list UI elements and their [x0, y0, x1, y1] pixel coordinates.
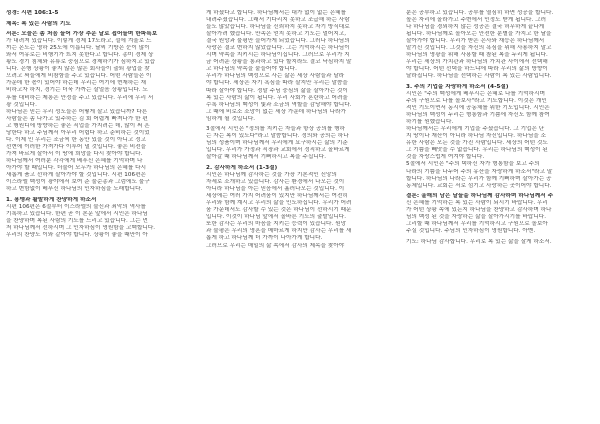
text-line: 5절에서 시인은 "주의 택하신 자가 형통함을 보고 주의 [406, 161, 540, 168]
text-line: 금 어려운 상황을 통과하고 있다 할지라도 결코 낙심하지 말 [206, 59, 352, 66]
text-line: 하고 변함없이 베푸신 하나님의 인자하심을 노래합니다. [6, 186, 143, 193]
text-line: 하나님의 영광을 위해 사용할 때 참된 복을 누리게 됩니다. [406, 52, 548, 59]
text-line: 나라의 기쁨을 나누어 주의 유산을 자랑하게 하소서"라고 말 [406, 168, 553, 175]
text-line: 살아가야 합니다. 우리가 받은 은사와 재능은 하나님께서 [406, 38, 545, 45]
text-line: 맡기신 것입니다. 그것을 자신의 욕심을 위해 사용하지 말고 [406, 45, 552, 52]
text-line: 주실 것입니다. 주님의 인자하심이 영원합니다. 아멘. [406, 228, 536, 235]
text-line: 하나님의 백성이 누리는 형통함과 기쁨에 자신도 함께 참여 [406, 112, 550, 119]
text-line: 광 것입니다. [6, 101, 37, 108]
text-line: 하기를 원했습니다. [406, 119, 454, 126]
text-line: 사람들은 좀 나가고 있주하는 김 회 어렵게 빠져나가 한 편 [6, 115, 148, 122]
text-line: 가 어떤 상황 속에 있든지 하나님을 찬양하고 감사하며 하나 [406, 207, 552, 214]
text-line: 고 하나님의 약속을 붙들어야 합니다. [206, 66, 297, 73]
text-line: 기도: 하나님 감사합니다. 우리로 복 있는 삶을 살게 하소서. [406, 238, 552, 245]
text-line: 합니다. 하나님의 나라는 우리가 함께 기뻐하며 살아가는 공 [406, 175, 552, 182]
text-line: 그리할 때 하나님께서 우리를 기억하시고 구원으로 돌보아 [406, 221, 548, 228]
text-line: 성경: 시편 106:1-5 [6, 10, 59, 16]
text-line: 끼는 온도는 영하 25도에 이릅니다. 날씨 기방은 눈이 많이 [6, 45, 150, 52]
text-line: 새롭게 품고 선하게 살아가야 할 것입니다. 시편 106편은 [6, 172, 146, 179]
text-line: 게 하셨다고 합니다. 하나님께서는 대가 없이 없는 은혜를 [206, 10, 347, 16]
text-line: 2. 감사하게 하소서 (1-3절) [206, 164, 278, 171]
text-line: 후를 대비하는 제롱은 안정을 주고 있습니다. 우리에 우리 서 [6, 94, 154, 101]
text-column-1 [6, 10, 192, 420]
text-line: 임하게 될 것입니다. [206, 115, 256, 122]
text-line: 움 가운데서도 감사할 수 있는 것은 하나님이 선하시기 때문 [206, 207, 352, 214]
text-line: 수록 하나님의 백성이 빛과 소금의 역할을 감당해야 합니다. [206, 101, 352, 108]
text-line: 우리가 하나님의 백성으로 사는 삶은 세상 사람들과 달라 [206, 73, 345, 80]
text-line: 저 하나님께서 선하시며 그 인자하심이 영원함을 고백합니다. [6, 224, 156, 231]
text-line: 하나님께서 여러분 각각에게 베푸신 은혜를 기억하며 나 [6, 157, 143, 164]
text-line: 가운데 한 몫이 있어야 하는데 우리는 여기에 현재하는 재 [6, 80, 147, 87]
text-line: 니다. 은행 상황이 좋지 않은 많은 회사들이 출퇴 광업을 찾 [6, 66, 150, 73]
text-line: 기록하고 있습니다. 한편 곧 이 본문 앞에서 시인은 하나님 [6, 210, 148, 217]
text-line: 신 은혜를 기억하는 복 있는 사람이 되시기 바랍니다. 우리 [406, 200, 548, 207]
text-line: 유한 사람은 모든 것을 가진 사람입니다. 세상의 어떤 것도 [406, 140, 548, 147]
text-line: 지 땅이나 재산이 아니라 하나님 자신입니다. 하나님을 소 [406, 133, 547, 140]
text-line: 것을 자랑스럽게 여겨야 합니다. [406, 154, 485, 161]
text-line: 하나님께서는 우리에게 기업을 주셨습니다. 그 기업은 단 [406, 126, 545, 133]
text-line: 살아가려 했습니다. 만족은 얻지 못하고 기도는 멀어지고, [206, 31, 347, 38]
text-line: 시편 106편은 6절부터 이스라엘의 불신과 죄악의 역사를 [6, 203, 146, 210]
text-line: 아가야 할 때입니다. 더불어 모두가 하나님의 은혜를 다시 [6, 164, 147, 171]
text-line: 다. 이제 인 우리는 조금씩 한 동안 있을 것이 아니고 정고 [6, 136, 147, 143]
text-line: 아니라 하나님을 아는 믿음에서 흘러나오는 것입니다. 이 [206, 186, 345, 193]
text-line: 시인은 "주의 백성에게 베푸시는 은혜로 나를 기억하시며 [406, 91, 546, 98]
text-line: 결론: 올해의 남은 날들을 하나님께 감사하며 하나님께서 주 [406, 193, 554, 200]
text-line: 결국 원망과 불평만 늘어가게 되었습니다. 그러나 하나님의 [206, 38, 350, 45]
text-column-3 [406, 10, 592, 420]
text-line: 분은 공부하고 있습니다. 공부를 열심히 하면 성공을 합니다. [406, 10, 554, 16]
text-column-2 [206, 10, 392, 420]
text-line: 그 기쁨을 빼앗을 수 없습니다. 우리는 하나님의 백성이 된 [406, 147, 548, 154]
text-line: 황도 경기 침체와 유류로 중심으로 경제하기가 심하지고 있습 [6, 59, 156, 66]
text-line: 제목: 복 있는 사람의 기도 [6, 20, 71, 27]
text-line: 그러므로 우리는 매일의 삶 속에서 감사의 제목을 찾아야 [206, 242, 345, 249]
text-line: 이스라엘 백성이 광야에서 보여 준 불순종과 그럼에도 불구 [6, 179, 150, 186]
text-line: 세상에는 여러 가지 어려움이 있지만 하나님께서는 여전히 [206, 193, 348, 200]
text-line: 님의 성품이며 하나님께서 우리에게 요구하시는 삶의 기준 [206, 140, 348, 147]
text-line: 들도 많았습니다. 하나님을 신뢰하지 못하고 자기 방식대로 [206, 24, 350, 31]
text-line: 으려고 써들에게 비참함을 주고 있습니다. 어떤 사람들은 이 [6, 73, 152, 80]
text-line: 나 하나님을 경외하지 않는 성공은 결국 허무하게 끝나게 [406, 24, 545, 31]
text-line: 당한다 하고 주님께서 아무리 어렵다 하고 준비하는 것이었 [6, 129, 150, 136]
text-line: 우리의 찬양도 이와 같아야 합니다. 상황이 좋을 때만이 아 [6, 231, 148, 238]
text-line: 우리와 함께 계시고 우리의 삶을 인도하십니다. 우리가 어려 [206, 200, 352, 207]
text-line: 동체입니다. 교회는 서로 섬기고 사랑하는 곳이어야 합니다. [406, 182, 552, 189]
text-line: 사랑은 결코 변하지 않았습니다. 그는 기억하시는 하나님이 [206, 45, 350, 52]
text-line: 을 찬양하며 복된 사람의 기도를 드리고 있습니다. 그는 먼 [6, 217, 148, 224]
text-line: 야 합니다. 세상은 자기 욕심을 따라 살지만 우리는 말씀을 [206, 80, 348, 87]
text-line: 하나님은 믿는 우리 성도들은 어떻게 살고 있습니까? 다른 [6, 108, 148, 115]
text-line: 가 내려져 있습니다. 이렇게 경제 17도라고, 설에 겨울로 느 [6, 38, 152, 45]
text-line: 1. 용맹과 활발하게 찬양하게 하소서 [6, 196, 97, 203]
text-line: 과 불평은 우리의 영혼을 메마르게 하지만 감사는 우리를 새 [206, 228, 352, 235]
text-line: 가져 바르게 살아서 이 땅에 희망을 다시 찾아야 합니다. [6, 150, 143, 157]
text-line: 님의 백성 된 것을 자랑하는 삶을 살아가시기를 바랍니다. [406, 214, 547, 221]
text-line: 3. 주의 기업을 자랑하게 하소서 (4-5절) [406, 83, 509, 90]
text-line: 주의 구원으로 나를 돌보사"라고 기도합니다. 이것은 개인 [406, 98, 547, 105]
text-line: 고 행원디에 방향하는 좋은 직업을 가지려는 데, 많이 써 흔 [6, 122, 150, 129]
text-line: 3절에서 시인은 "정의를 지키는 자들과 항상 공의를 행하 [206, 126, 346, 133]
text-line: 야 합니다. 어떤 선택을 하느냐에 따라 우리의 삶의 방향이 [406, 66, 548, 73]
text-line: 또한 감사는 우리의 마음을 지키는 능력이 있습니다. 원망 [206, 221, 347, 228]
text-line: 그 때에 비로소 소망이 없는 세상 가운데 하나님의 나라가 [206, 108, 347, 115]
text-line: 시인은 하나님께 감사하는 것을 가장 기본적인 신앙의 [206, 172, 337, 179]
text-line: 자세로 소개하고 있습니다. 감사는 환경에서 나오는 것이 [206, 179, 345, 186]
text-line: 비하고자 하지, 경기는 더욱 가까는 살얼음 상황입니다. 노 [6, 87, 148, 94]
text-line: 선현에 이러한 가져가다 이루어 낼 것입니다. 좋은 비전을 [6, 143, 147, 150]
text-line: 와서 여유로는 비행기가 뜨지 못한다고 합니다. 종미 경제 상 [6, 52, 154, 59]
text-line: 입니다. 이것이 하나님 앞에서 올바른 기도의 출발입니다. [206, 214, 347, 221]
text-line: 우리는 세상의 가치관과 하나님의 가치관 사이에서 선택해 [406, 59, 548, 66]
text-line: 롭게 하고 하나님께 더 가까이 나아가게 합니다. [206, 235, 323, 242]
text-line: 달라집니다. 하나님을 선택하는 사람이 복 있는 사람입니다. [406, 73, 552, 80]
text-line: 서론: 오늘은 좀 처음 들어 가장 추운 날로 접어들며 한파특보 [6, 31, 158, 38]
text-line: 는 자는 복이 있도다"라고 말씀합니다. 정의와 공의는 하나 [206, 133, 349, 140]
text-line: 시며 약속을 지키시는 하나님이십니다. 그러므로 우리가 지 [206, 52, 350, 59]
text-line: 됩니다. 하나님께로 돌아오는 안전한 분별을 가지고 한 날을 [406, 31, 552, 38]
text-line: 살아갈 때 하나님께서 기뻐하시고 복을 주십니다. [206, 154, 327, 161]
text-line: 따라 살아야 합니다. 정말 주님 중심의 삶을 살아가는 것이 [206, 87, 348, 94]
text-line: 높은 자리에 올라가고 주변에서 인정도 받게 됩니다. 그러 [406, 17, 547, 24]
text-line: 내려주셨습니다. 그래서 기다리지 못하고 조급해 하는 사람 [206, 17, 350, 24]
text-line: 복 있는 사람의 삶이 됩니다. 우리 사회가 혼란하고 어려울 [206, 94, 348, 101]
text-line: 적인 기도이면서 동시에 공동체를 위한 기도입니다. 시인은 [406, 105, 550, 112]
text-line: 입니다. 우리가 가정과 직장과 교회에서 정직하고 올바르게 [206, 147, 350, 154]
